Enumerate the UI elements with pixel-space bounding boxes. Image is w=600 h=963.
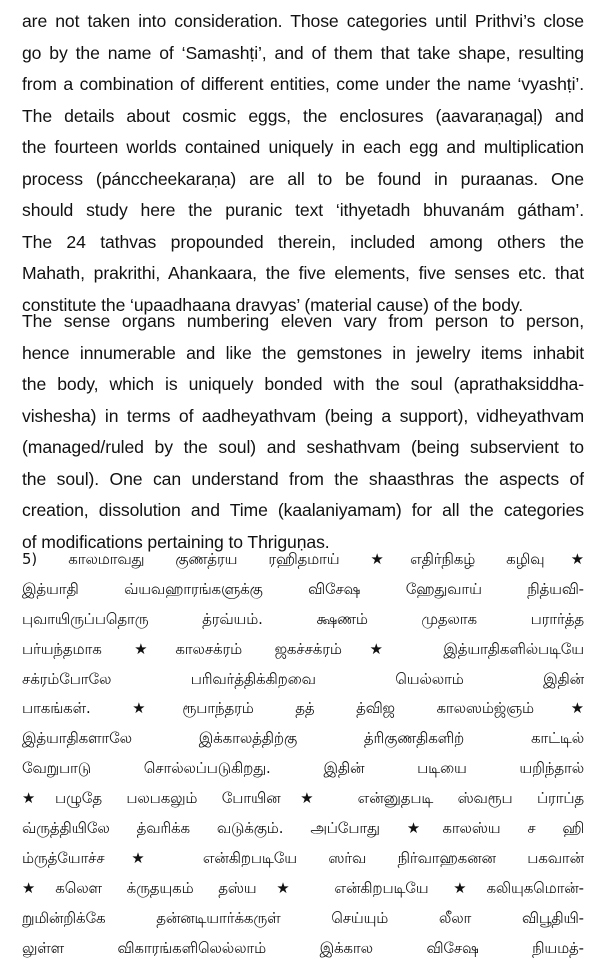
text-line: The details about cosmic eggs, the enclosures (aavaraṇagaḷ) and (22, 105, 584, 126)
text-line: Mahath, prakrithi, Ahankaara, the five elements, five senses etc. that (22, 263, 584, 283)
tamil-paragraph (22, 545, 584, 963)
english-paragraph-1 (22, 6, 584, 321)
text-line: from a combination of different entities, come under the name ‘vyashṭi’. (22, 74, 584, 94)
text-line: இத்யாதி வ்யவஹாரங்களுக்கு விசேஷ ஹேதுவாய் நித்யவி- (22, 580, 584, 598)
text-line: வ்ருத்தியிலே த்வரிக்க வடுக்கும். அப்போது ★காலஸ்ய ச ஹி (22, 820, 584, 838)
text-line: வேறுபாடு சொல்லப்படுகிறது. இதின் படியை யறிந்தால் (22, 760, 584, 778)
text-line: பாகங்கள். ★ரூபாந்தரம் தத் த்விஜ காலஸம்ஜ்ஞம்★ (22, 700, 584, 718)
text-line: the soul). One can understand from the shaasthras the aspects of (22, 468, 584, 489)
text-line: லுள்ள விகாரங்களிலெல்லாம் இக்கால விசேஷ நியமத்- (22, 939, 584, 957)
text-line: constitute the ‘upaadhaana dravyas’ (material cause) of the body. (22, 294, 524, 315)
text-line: பர்யந்தமாக ★காலசக்ரம் ஜகச்சக்ரம்★ இத்யாதிகளில்படியே (22, 640, 584, 658)
text-line: றுமின்றிக்கே தன்னடியார்க்கருள் செய்யும் லீலா விபூதியி- (22, 909, 584, 927)
text-line: The sense organs numbering eleven vary from person to person, (22, 311, 584, 331)
text-line: the body, which is uniquely bonded with the soul (aprathaksiddha- (22, 374, 584, 394)
text-line: ம்ருத்யோச்ச★ என்கிறபடியே ஸர்வ நிர்வாஹகனன பகவான் (22, 849, 584, 867)
text-line: (managed/ruled by the soul) and seshathvam (being subservient to (22, 437, 584, 457)
text-line: should study here the puranic text ‘ithyetadh bhuvanám gátham’. (22, 200, 584, 220)
text-line: ★பழுதே பலபகலும் போயின★ என்னுதபடி ஸ்வரூப ப்ராப்த (22, 790, 584, 808)
text-line: 5) காலமாவது குணத்ரய ரஹிதமாய் ★எதிர்நிகழ் கழிவு★ (22, 551, 584, 568)
text-line: are not taken into consideration. Those categories until Prithvi’s close (22, 11, 584, 31)
text-line: of modifications pertaining to Thriguṇas. (22, 531, 330, 552)
text-line: புவாயிருப்பதொரு த்ரவ்யம். க்ஷணம் முதலாக பரார்த்த (22, 610, 584, 628)
text-line: creation, dissolution and Time (kaalaniyamam) for all the categories (22, 500, 584, 520)
text-line: process (pánccheekaraṇa) are all to be found in puraanas. One (22, 168, 584, 189)
text-line: go by the name of ‘Samashṭi’, and of them that take shape, resulting (22, 42, 584, 63)
text-line: The 24 tathvas propounded therein, included among others the (22, 231, 584, 252)
text-line: hence innumerable and like the gemstones in jewelry items inhabit (22, 342, 584, 363)
text-line: சக்ரம்போலே பரிவர்த்திக்கிறவை யெல்லாம் இதின் (22, 670, 584, 688)
text-line: the fourteen worlds contained uniquely in each egg and multiplication (22, 137, 584, 157)
text-line: vishesha) in terms of aadheyathvam (being a support), vidheyathvam (22, 405, 584, 426)
english-paragraph-2 (22, 306, 584, 558)
text-line: இத்யாதிகளாலே இக்காலத்திற்கு த்ரிகுணதிகளிற் காட்டில் (22, 730, 584, 748)
text-line: ★கலௌ க்ருதயுகம் தஸ்ய★ என்கிறபடியே ★கலியுகமொன்- (22, 879, 584, 897)
